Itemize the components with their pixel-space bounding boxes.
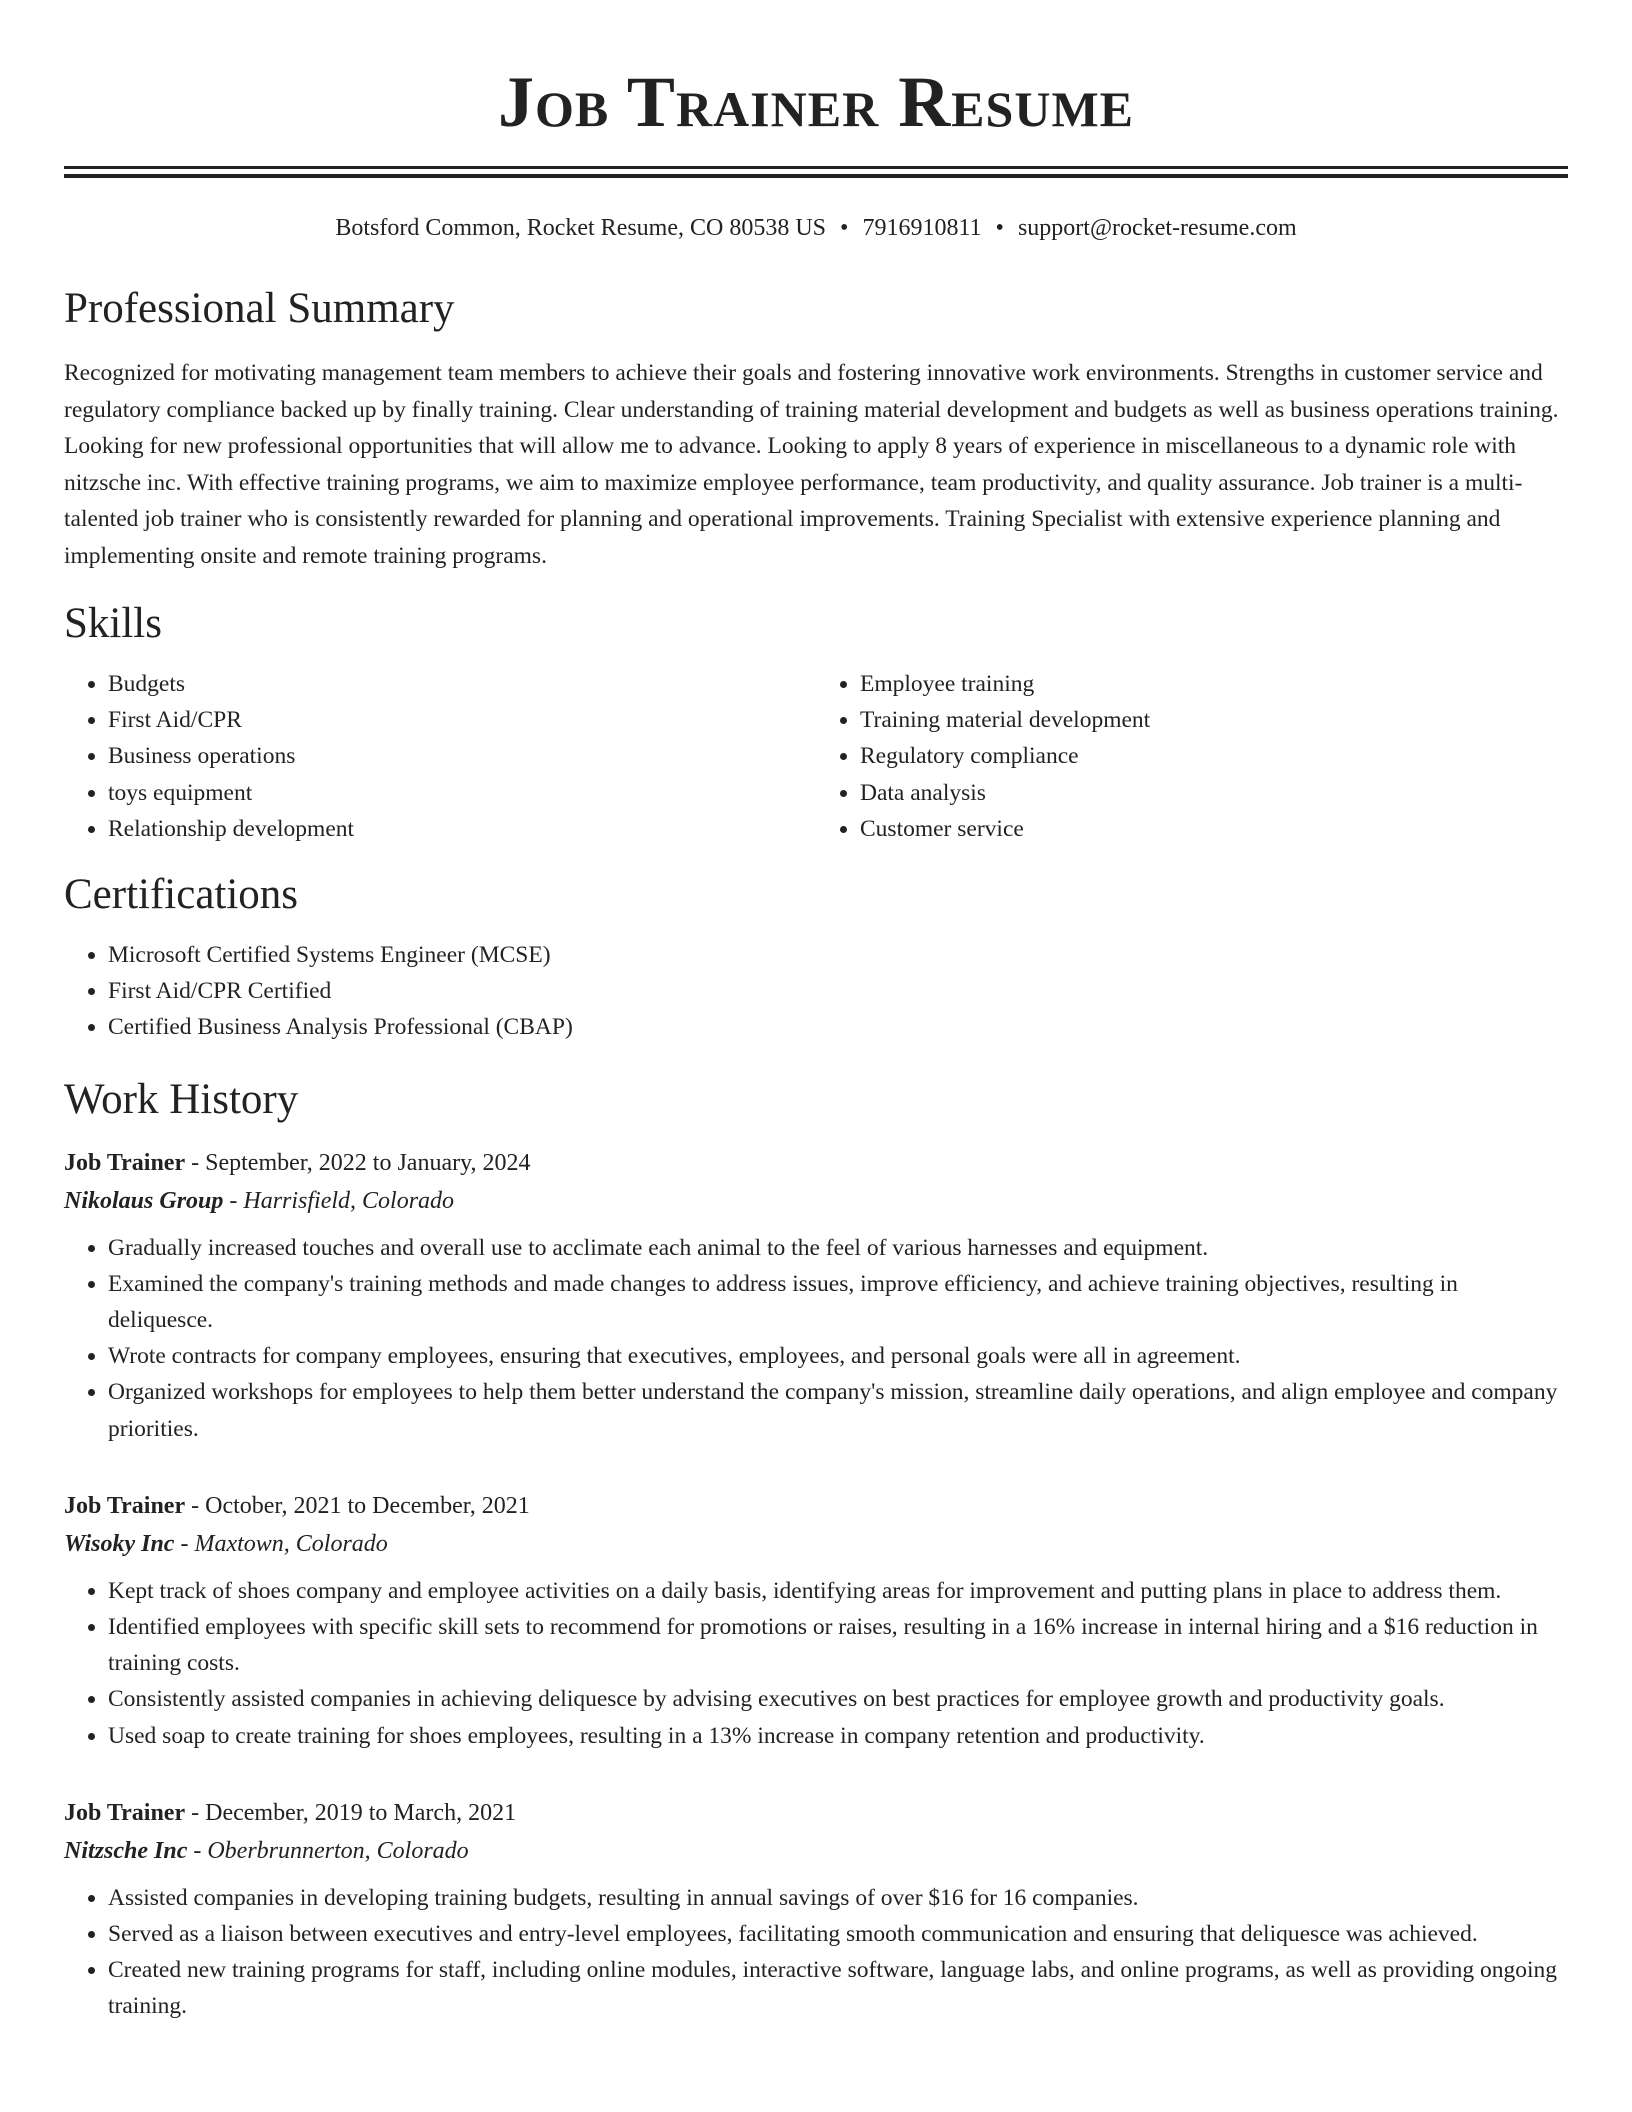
job-bullets: [64, 1573, 1568, 1754]
job-bullet: • Examined the company's training methods and made changes to address issues, improve efficiency, and achieve training objectives, resulting in deliquesce.: [108, 1266, 1568, 1338]
contact-separator: •: [995, 215, 1004, 241]
job-title: Job Trainer: [64, 1492, 186, 1519]
skill-item: • First Aid/CPR: [108, 702, 816, 738]
company-location: - Oberbrunnerton, Colorado: [187, 1837, 469, 1864]
job-bullet: • Organized workshops for employees to help them better understand the company's mission, streamline daily operations, and align employee and company priorities.: [108, 1374, 1568, 1446]
summary-heading: Professional Summary: [64, 285, 455, 332]
job-title-line: [64, 1144, 1568, 1182]
job-bullet: • Identified employees with specific skill sets to recommend for promotions or raises, resulting in a 16% increase in internal hiring and a $16 reduction in training costs.: [108, 1609, 1568, 1681]
job-bullet: • Assisted companies in developing training budgets, resulting in annual savings of over $16 for 16 companies.: [108, 1880, 1568, 1916]
job-bullet: • Served as a liaison between executives and entry-level employees, facilitating smooth communication and ensuring that deliquesce was achieved.: [108, 1916, 1568, 1952]
job-title-line: [64, 1487, 1568, 1525]
certification-item: • First Aid/CPR Certified: [108, 973, 1568, 1009]
company-location: - Harrisfield, Colorado: [223, 1187, 455, 1214]
company-location: - Maxtown, Colorado: [174, 1530, 388, 1557]
job-entry: [64, 1794, 1568, 2025]
skills-list: [64, 666, 1568, 847]
job-entry: [64, 1144, 1568, 1447]
certification-item: • Microsoft Certified Systems Engineer (MCSE): [108, 937, 1568, 973]
company-line: [64, 1182, 1568, 1220]
job-dates: - December, 2019 to March, 2021: [185, 1799, 517, 1826]
summary-text: Recognized for motivating management team members to achieve their goals and fostering innovative work environments. Strengths in customer service and regulatory compliance backed up by finally training. Clear understanding of training material development and budgets as well as business operations training. Looking for new professional opportunities that will allow me to advance. Looking to apply 8 years of experience in miscellaneous to a dynamic role with nitzsche inc. With effective training programs, we aim to maximize employee performance, team productivity, and quality assurance. Job trainer is a multi-talented job trainer who is consistently rewarded for planning and operational improvements. Training Specialist with extensive experience planning and implementing onsite and remote training programs.: [64, 360, 1559, 569]
job-bullet: • Kept track of shoes company and employee activities on a daily basis, identifying areas for improvement and putting plans in place to address them.: [108, 1573, 1568, 1609]
job-bullets: [64, 1230, 1568, 1447]
skill-item: • Training material development: [860, 702, 1568, 738]
job-title: Job Trainer: [64, 1149, 186, 1176]
skill-item: • Budgets: [108, 666, 816, 702]
skill-item: • Business operations: [108, 738, 816, 774]
job-title-line: [64, 1794, 1568, 1832]
job-bullet: • Wrote contracts for company employees, ensuring that executives, employees, and personal goals were all in agreement.: [108, 1338, 1568, 1374]
company-name: Nitzsche Inc: [64, 1837, 188, 1864]
skill-item: • Employee training: [860, 666, 1568, 702]
skills-heading: Skills: [64, 600, 162, 647]
job-bullet: • Consistently assisted companies in achieving deliquesce by advising executives on best practices for employee growth and productivity goals.: [108, 1681, 1568, 1717]
job-dates: - September, 2022 to January, 2024: [185, 1149, 531, 1176]
job-title: Job Trainer: [64, 1799, 186, 1826]
certifications-list: [64, 937, 1568, 1046]
skills-column-right: [816, 666, 1568, 847]
certification-item: • Certified Business Analysis Professional (CBAP): [108, 1009, 1568, 1045]
job-bullet: • Used soap to create training for shoes employees, resulting in a 13% increase in company retention and productivity.: [108, 1718, 1568, 1754]
work-history-heading: Work History: [64, 1075, 299, 1123]
job-bullets: [64, 1880, 1568, 2025]
skill-item: • Regulatory compliance: [860, 738, 1568, 774]
skill-item: • Data analysis: [860, 775, 1568, 811]
skill-item: • Relationship development: [108, 811, 816, 847]
company-name: Wisoky Inc: [64, 1530, 175, 1557]
title-divider: [64, 166, 1568, 178]
skill-item: • toys equipment: [108, 775, 816, 811]
certifications-heading: Certifications: [64, 871, 299, 919]
contact-email[interactable]: support@rocket-resume.com: [1017, 215, 1297, 241]
contact-line: [64, 213, 1568, 243]
skills-column-left: [64, 666, 816, 847]
contact-separator: •: [840, 215, 849, 241]
skill-item: • Customer service: [860, 811, 1568, 847]
contact-phone[interactable]: 7916910811: [862, 215, 982, 241]
job-bullet: • Gradually increased touches and overall use to acclimate each animal to the feel of various harnesses and equipment.: [108, 1230, 1568, 1266]
page-title: Job Trainer Resume: [497, 62, 1134, 142]
company-name: Nikolaus Group: [64, 1187, 224, 1214]
company-line: [64, 1525, 1568, 1563]
job-dates: - October, 2021 to December, 2021: [185, 1492, 530, 1519]
contact-address: Botsford Common, Rocket Resume, CO 80538 US: [335, 215, 827, 241]
job-bullet: • Created new training programs for staff, including online modules, interactive software, language labs, and online programs, as well as providing ongoing training.: [108, 1952, 1568, 2024]
job-entry: [64, 1487, 1568, 1754]
company-line: [64, 1832, 1568, 1870]
